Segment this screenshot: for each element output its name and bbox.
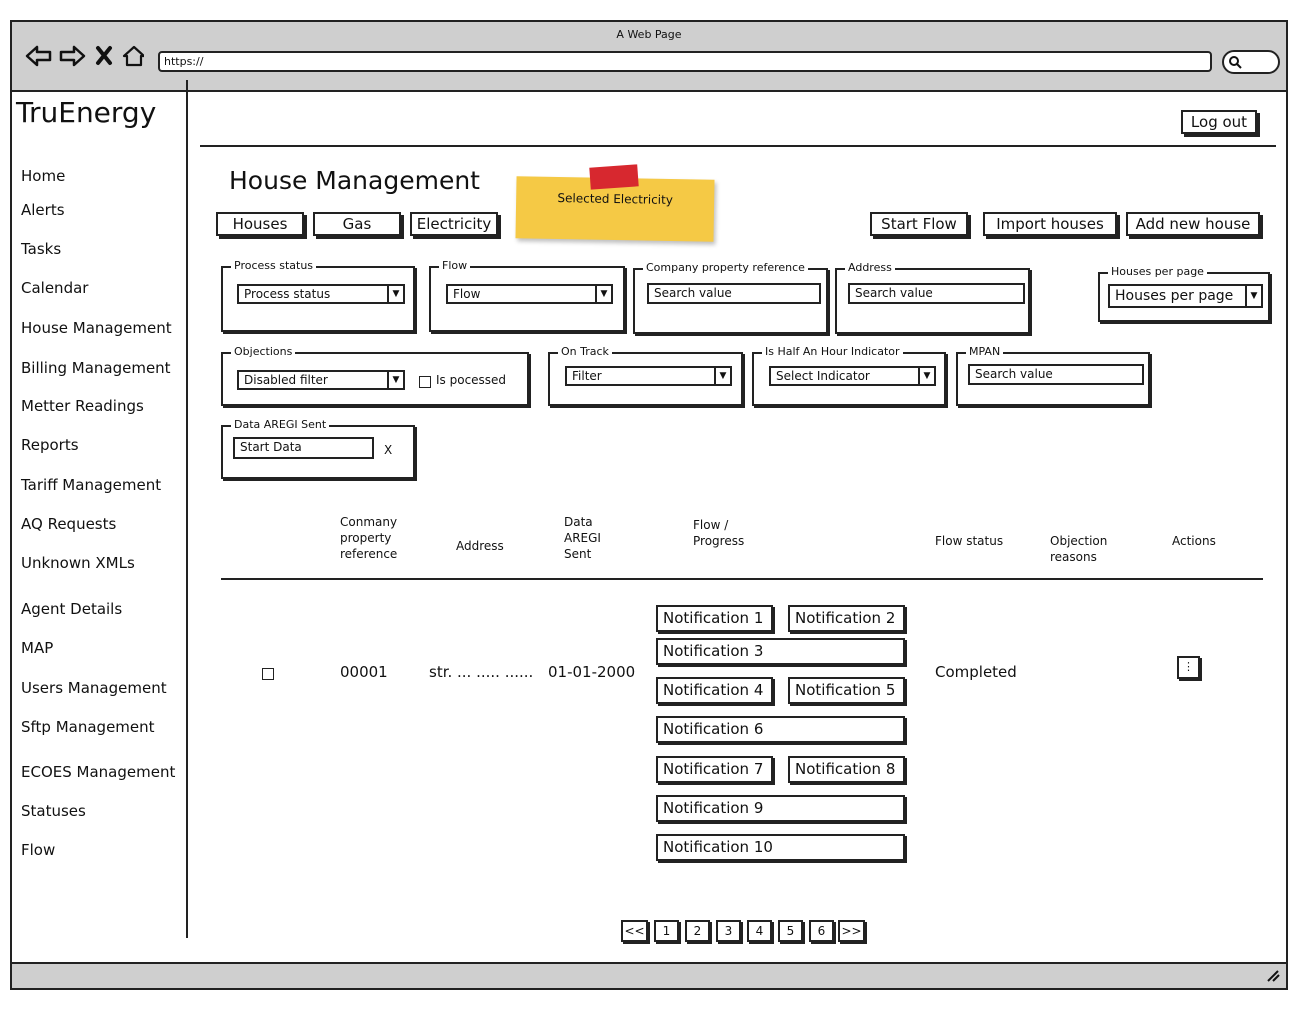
filter-label: Flow [439, 258, 470, 274]
col-header-flow-progress [693, 517, 744, 549]
forward-arrow-icon[interactable] [61, 47, 84, 65]
notification-3[interactable]: Notification 3 [656, 638, 905, 665]
chevron-down-icon: ▼ [595, 286, 611, 302]
row-actions-button[interactable] [1177, 656, 1200, 679]
add-new-house-button[interactable]: Add new house [1126, 212, 1260, 236]
filter-company-reference [633, 261, 828, 334]
sidebar-divider [186, 80, 188, 938]
page-2-button[interactable]: 2 [685, 920, 710, 942]
header-line: Data [564, 515, 593, 529]
row-data-aregi-sent: 01-01-2000 [548, 663, 636, 681]
filter-data-aregi-sent [221, 418, 415, 479]
header-line: Objection [1050, 534, 1108, 548]
sticky-note-text: Selected Electricity [557, 190, 674, 208]
flow-dropdown[interactable] [446, 284, 613, 304]
sidebar-item-reports[interactable]: Reports [21, 436, 79, 454]
filter-flow [429, 259, 625, 332]
header-line: Flow / [693, 518, 729, 532]
mpan-input[interactable]: Search value [968, 364, 1144, 385]
notification-2[interactable]: Notification 2 [788, 605, 905, 632]
filter-objections [221, 345, 529, 406]
filter-label: On Track [558, 344, 612, 360]
filter-on-track [548, 345, 743, 406]
row-flow-status: Completed [935, 663, 1017, 681]
is-processed-label: Is pocessed [436, 373, 507, 387]
more-vertical-icon: ⋮ [1183, 660, 1194, 673]
notification-9[interactable]: Notification 9 [656, 795, 905, 822]
row-address: str. ... ..... ...... [429, 663, 534, 681]
page-1-button[interactable]: 1 [654, 920, 679, 942]
filter-label: Company property reference [643, 260, 808, 276]
half-hour-indicator-dropdown[interactable] [769, 366, 936, 386]
dropdown-value: Disabled filter [244, 373, 328, 387]
import-houses-button[interactable]: Import houses [983, 212, 1117, 236]
sidebar-item-home[interactable]: Home [21, 167, 66, 185]
logout-button[interactable]: Log out [1181, 110, 1257, 134]
back-arrow-icon[interactable] [27, 47, 50, 65]
on-track-dropdown[interactable] [565, 366, 732, 386]
sidebar-item-sftp-management[interactable]: Sftp Management [21, 718, 155, 736]
sidebar-item-map[interactable]: MAP [21, 639, 54, 657]
sidebar-item-users-management[interactable]: Users Management [21, 679, 167, 697]
browser-window [10, 20, 1288, 990]
page-first-button[interactable]: << [621, 920, 648, 942]
page-6-button[interactable]: 6 [809, 920, 834, 942]
notification-8[interactable]: Notification 8 [788, 756, 905, 783]
header-line: reasons [1050, 550, 1097, 564]
chevron-down-icon: ▼ [387, 372, 403, 388]
notification-7[interactable]: Notification 7 [656, 756, 773, 783]
sidebar-item-tasks[interactable]: Tasks [21, 240, 62, 258]
start-flow-button[interactable]: Start Flow [870, 212, 968, 236]
sidebar-item-agent-details[interactable]: Agent Details [21, 600, 123, 618]
sidebar-item-house-management[interactable]: House Management [21, 319, 172, 337]
page-4-button[interactable]: 4 [747, 920, 772, 942]
dropdown-value: Filter [572, 369, 602, 383]
resize-grip-icon[interactable] [1266, 970, 1280, 982]
row-select-checkbox[interactable] [262, 668, 274, 680]
header-line: Progress [693, 534, 745, 548]
header-line: reference [340, 547, 398, 561]
browser-nav-icons [24, 44, 144, 70]
sidebar-item-unknown-xmls[interactable]: Unknown XMLs [21, 554, 135, 572]
filter-houses-per-page [1098, 265, 1270, 322]
sidebar-item-aq-requests[interactable]: AQ Requests [21, 515, 117, 533]
chevron-down-icon: ▼ [387, 286, 403, 302]
filter-process-status [221, 259, 415, 332]
notification-1[interactable]: Notification 1 [656, 605, 773, 632]
sidebar-item-calendar[interactable]: Calendar [21, 279, 89, 297]
sidebar-item-billing-management[interactable]: Billing Management [21, 359, 171, 377]
header-line: property [340, 531, 392, 545]
tab-houses[interactable]: Houses [216, 212, 304, 236]
filter-address [835, 261, 1030, 334]
sidebar-item-meter-readings[interactable]: Metter Readings [21, 397, 144, 415]
tab-gas[interactable]: Gas [313, 212, 401, 236]
col-header-actions: Actions [1172, 534, 1216, 548]
header-divider [200, 145, 1276, 147]
sidebar-item-flow[interactable]: Flow [21, 841, 56, 859]
sticky-tape [589, 164, 638, 189]
header-line: Sent [564, 547, 592, 561]
page-5-button[interactable]: 5 [778, 920, 803, 942]
filter-label: Address [845, 260, 895, 276]
notification-4[interactable]: Notification 4 [656, 677, 773, 704]
dropdown-value: Process status [244, 287, 331, 301]
company-reference-input[interactable]: Search value [647, 283, 821, 304]
col-header-company-reference [340, 514, 397, 562]
address-input[interactable]: Search value [848, 283, 1025, 304]
browser-search-field[interactable] [1222, 50, 1280, 74]
dropdown-value: Flow [453, 287, 481, 301]
filter-half-hour-indicator [752, 345, 946, 406]
dropdown-value: Select Indicator [776, 369, 870, 383]
chevron-down-icon: ▼ [918, 368, 934, 384]
start-date-input[interactable]: Start Data [233, 437, 374, 459]
houses-per-page-dropdown[interactable] [1108, 284, 1263, 308]
header-line: AREGI [564, 531, 601, 545]
sidebar-item-statuses[interactable]: Statuses [21, 802, 86, 820]
table-header-divider [221, 578, 1263, 580]
filter-mpan [956, 345, 1150, 406]
objections-dropdown[interactable] [237, 370, 405, 390]
filter-label: Process status [231, 258, 316, 274]
search-icon [1228, 55, 1242, 69]
chevron-down-icon: ▼ [1245, 286, 1261, 306]
clear-date-button[interactable]: X [384, 443, 393, 457]
filter-label: Data AREGI Sent [231, 417, 329, 433]
header-line: Conmany [340, 515, 398, 529]
col-header-data-aregi-sent [564, 514, 601, 562]
sidebar-item-alerts[interactable]: Alerts [21, 201, 65, 219]
row-reference: 00001 [340, 663, 388, 681]
is-processed-checkbox[interactable] [419, 376, 431, 388]
browser-title: A Web Page [616, 28, 682, 41]
filter-label: Is Half An Hour Indicator [762, 344, 903, 360]
col-header-flow-status: Flow status [935, 534, 1004, 548]
browser-toolbar [12, 22, 1286, 92]
notification-5[interactable]: Notification 5 [788, 677, 905, 704]
col-header-objection-reasons [1050, 533, 1107, 565]
page-last-button[interactable]: >> [838, 920, 865, 942]
close-x-icon[interactable] [98, 48, 110, 63]
process-status-dropdown[interactable] [237, 284, 405, 304]
tab-electricity[interactable]: Electricity [410, 212, 498, 236]
home-icon[interactable] [124, 47, 144, 65]
page-title: House Management [229, 166, 480, 195]
filter-label: Objections [231, 344, 295, 360]
chevron-down-icon: ▼ [714, 368, 730, 384]
notification-10[interactable]: Notification 10 [656, 834, 905, 861]
sidebar-item-tariff-management[interactable]: Tariff Management [21, 476, 162, 494]
notification-6[interactable]: Notification 6 [656, 716, 905, 743]
sidebar-item-ecoes-management[interactable]: ECOES Management [21, 763, 176, 781]
filter-label: MPAN [966, 344, 1003, 360]
page-3-button[interactable]: 3 [716, 920, 741, 942]
browser-status-bar [12, 962, 1286, 988]
dropdown-value: Houses per page [1115, 288, 1234, 304]
col-header-address: Address [456, 539, 504, 553]
filter-label: Houses per page [1108, 264, 1207, 280]
url-bar[interactable]: https:// [158, 51, 1212, 72]
brand-logo: TruEnergy [16, 96, 157, 129]
